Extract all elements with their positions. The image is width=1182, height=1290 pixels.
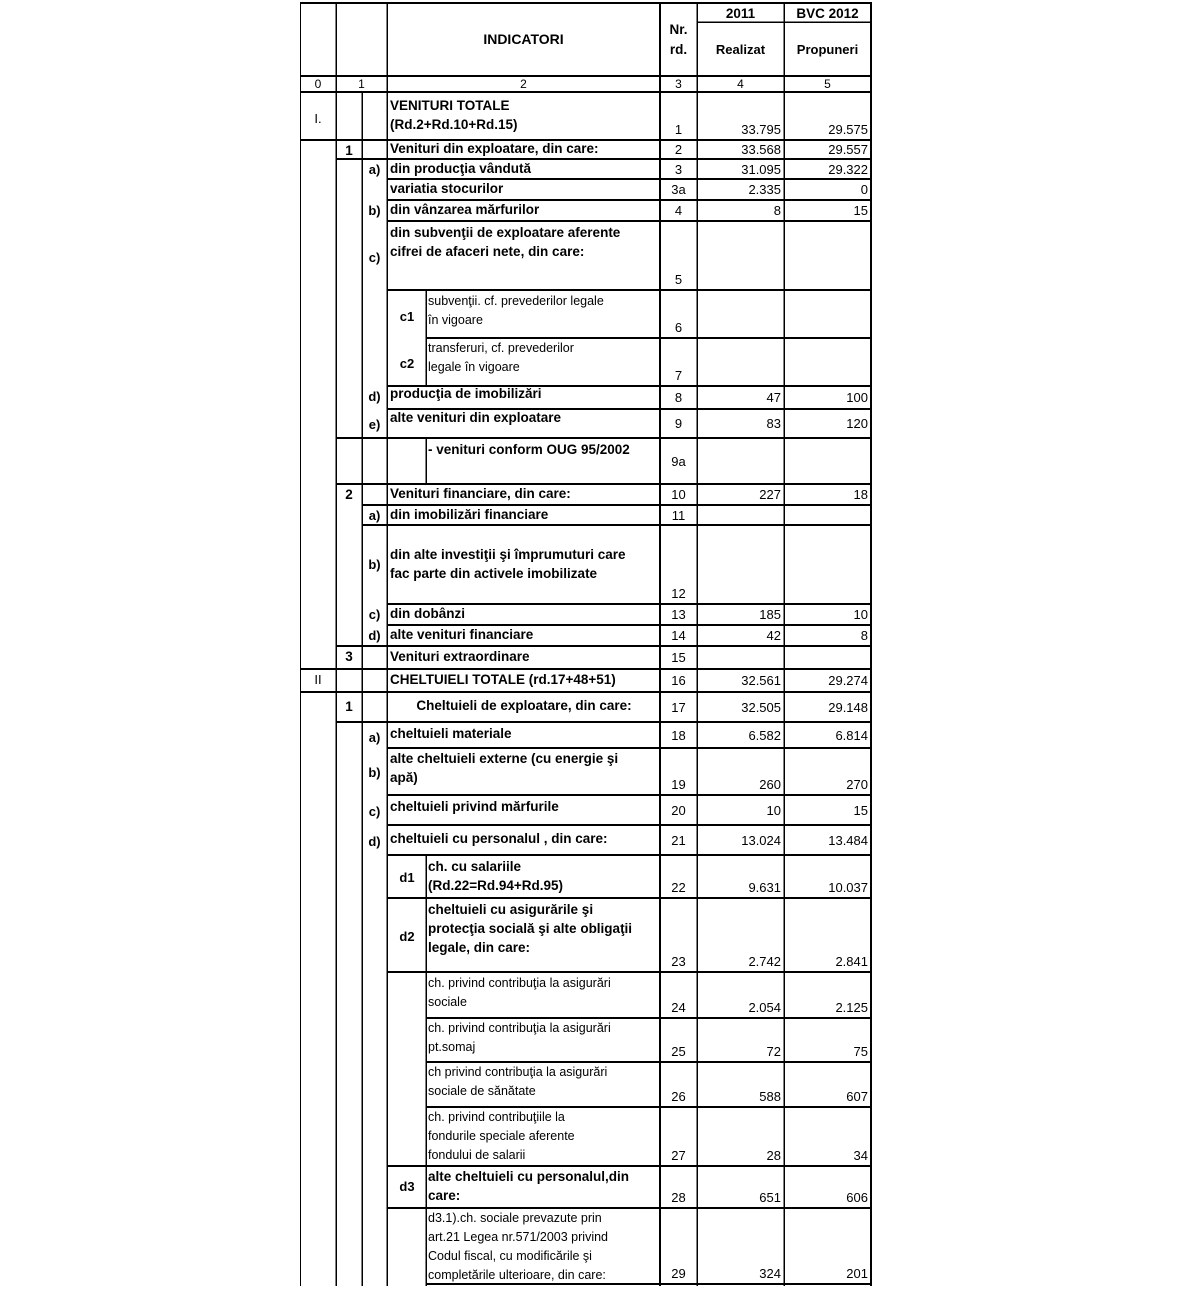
row-number: 21 (671, 833, 686, 848)
row-item-code: c) (368, 250, 381, 265)
row-value-2011: 588 (759, 1089, 781, 1104)
row-label: transferuri, cf. prevederilor (428, 341, 574, 355)
row-value-2012: 10.037 (828, 880, 868, 895)
row-value-2012: 75 (853, 1044, 868, 1059)
row-item-code: d1 (399, 870, 415, 885)
row-number: 17 (671, 700, 686, 715)
header-realizat: Realizat (715, 42, 766, 57)
row-label-line: completările ulterioare, din care: (428, 1268, 606, 1282)
row-label-line: care: (428, 1188, 461, 1203)
row-value-2012: 201 (846, 1266, 868, 1281)
row-item-code: c1 (399, 309, 415, 324)
row-number: 14 (671, 628, 686, 643)
row-label: VENITURI TOTALE (390, 98, 510, 113)
row-value-2012: 120 (846, 416, 868, 431)
row-value-2011: 13.024 (741, 833, 781, 848)
row-number: 12 (671, 586, 686, 601)
row-section-number: 1 (345, 143, 353, 158)
row-value-2011: 31.095 (741, 162, 781, 177)
row-value-2011: 47 (766, 390, 781, 405)
row-value-2012: 29.575 (828, 122, 868, 137)
col-number-0: 0 (314, 77, 322, 91)
row-value-2011: 32.505 (741, 700, 781, 715)
row-label-line: cifrei de afaceri nete, din care: (390, 244, 585, 259)
row-value-2012: 29.148 (828, 700, 868, 715)
row-label: alte venituri financiare (390, 627, 534, 642)
row-label-line: Codul fiscal, cu modificările şi (428, 1249, 592, 1263)
row-label-line: protecţia socială şi alte obligaţii (428, 921, 633, 936)
row-number: 11 (671, 508, 686, 523)
header-propuneri: Propuneri (796, 42, 859, 57)
row-number: 7 (674, 368, 683, 383)
row-value-2012: 29.322 (828, 162, 868, 177)
row-label: cheltuieli cu asigurările şi (428, 902, 594, 917)
row-item-code: b) (368, 203, 381, 218)
row-number: 23 (671, 954, 686, 969)
row-number: 8 (674, 390, 683, 405)
row-label-line: fac parte din activele imobilizate (390, 566, 598, 581)
row-label: ch privind contribuţia la asigurări (428, 1065, 608, 1079)
row-number: 27 (671, 1148, 686, 1163)
row-label: ch. privind contribuţiile la (428, 1110, 565, 1124)
row-value-2012: 29.557 (828, 142, 868, 157)
row-number: 18 (671, 728, 686, 743)
row-label-line: apă) (390, 770, 418, 785)
row-label: Cheltuieli de exploatare, din care: (416, 698, 632, 713)
row-number: 4 (674, 203, 683, 218)
row-value-2011: 42 (766, 628, 781, 643)
row-label: alte cheltuieli externe (cu energie şi (390, 751, 619, 766)
row-number: 13 (671, 607, 686, 622)
row-value-2011: 9.631 (748, 880, 781, 895)
row-label: producţia de imobilizări (390, 386, 542, 401)
row-number: 5 (674, 272, 683, 287)
row-number: 9 (674, 416, 683, 431)
row-number: 24 (671, 1000, 686, 1015)
row-label: Venituri financiare, din care: (390, 486, 571, 501)
row-value-2011: 28 (766, 1148, 781, 1163)
row-section-roman: I. (314, 111, 322, 126)
row-label-line: art.21 Legea nr.571/2003 privind (428, 1230, 608, 1244)
row-item-code: c) (368, 607, 381, 622)
row-value-2012: 6.814 (835, 728, 868, 743)
row-number: 29 (671, 1266, 686, 1281)
row-label: ch. privind contribuţia la asigurări (428, 1021, 611, 1035)
row-label: cheltuieli privind mărfurile (390, 799, 559, 814)
row-value-2012: 0 (860, 182, 868, 197)
col-number-5: 5 (824, 77, 831, 91)
row-label: alte cheltuieli cu personalul,din (428, 1169, 630, 1184)
row-value-2011: 8 (773, 203, 781, 218)
row-label: cheltuieli materiale (390, 726, 512, 741)
row-value-2012: 606 (846, 1190, 868, 1205)
row-item-code: d2 (399, 929, 415, 944)
row-value-2012: 8 (860, 628, 868, 643)
financial-table (300, 2, 872, 1286)
row-label: cheltuieli cu personalul , din care: (390, 831, 608, 846)
row-value-2012: 2.125 (835, 1000, 868, 1015)
row-item-code: d) (368, 389, 381, 404)
row-label: Venituri din exploatare, din care: (390, 141, 599, 156)
row-item-code: b) (368, 765, 381, 780)
row-number: 22 (671, 880, 686, 895)
row-label-line: sociale (428, 995, 467, 1009)
row-value-2011: 32.561 (741, 673, 781, 688)
row-value-2011: 2.742 (748, 954, 781, 969)
row-label-line: fondului de salarii (428, 1148, 526, 1162)
row-value-2011: 324 (759, 1266, 781, 1281)
row-label: ch. cu salariile (428, 859, 522, 874)
row-value-2011: 2.335 (748, 182, 781, 197)
row-number: 25 (671, 1044, 686, 1059)
row-section-roman: II (314, 672, 322, 687)
row-value-2012: 10 (853, 607, 868, 622)
row-value-2011: 185 (759, 607, 781, 622)
row-label: din dobânzi (390, 606, 465, 621)
row-label: variatia stocurilor (390, 181, 504, 196)
row-value-2011: 83 (766, 416, 781, 431)
row-number: 10 (671, 487, 686, 502)
row-number: 2 (674, 142, 683, 157)
row-number: 6 (674, 320, 683, 335)
row-label: din vânzarea mărfurilor (390, 202, 540, 217)
row-number: 15 (671, 650, 686, 665)
row-value-2012: 100 (846, 390, 868, 405)
header-bvc-2012: BVC 2012 (796, 6, 859, 21)
row-label-line: legale în vigoare (428, 360, 520, 374)
row-value-2012: 13.484 (828, 833, 868, 848)
row-number: 3 (674, 162, 683, 177)
row-label: d3.1).ch. sociale prevazute prin (428, 1211, 602, 1225)
row-number: 20 (671, 803, 686, 818)
row-section-number: 2 (345, 487, 353, 502)
row-label: din subvenţii de exploatare aferente (390, 225, 621, 240)
row-item-code: b) (368, 557, 381, 572)
header-indicatori: INDICATORI (483, 31, 564, 47)
row-label: alte venituri din exploatare (390, 410, 562, 425)
row-label-line: sociale de sănătate (428, 1084, 536, 1098)
header-rd: rd. (669, 42, 688, 57)
row-label-line: pt.somaj (428, 1040, 476, 1054)
header-nr: Nr. (669, 22, 688, 37)
row-item-code: c) (368, 804, 381, 819)
header-year-2011: 2011 (725, 6, 756, 21)
row-section-number: 1 (345, 699, 353, 714)
row-number: 26 (671, 1089, 686, 1104)
row-label-line: legale, din care: (428, 940, 531, 955)
col-number-1: 1 (358, 77, 365, 91)
row-value-2012: 18 (853, 487, 868, 502)
row-value-2012: 15 (853, 803, 868, 818)
row-value-2011: 72 (766, 1044, 781, 1059)
row-item-code: d) (368, 834, 381, 849)
row-value-2011: 33.568 (741, 142, 781, 157)
row-number: 16 (671, 673, 686, 688)
row-value-2011: 6.582 (748, 728, 781, 743)
row-value-2012: 34 (853, 1148, 868, 1163)
row-number: 9a (671, 454, 686, 469)
row-value-2011: 260 (759, 777, 781, 792)
row-label: ch. privind contribuţia la asigurări (428, 976, 611, 990)
row-value-2012: 2.841 (835, 954, 868, 969)
row-item-code: a) (368, 730, 381, 745)
row-value-2012: 270 (846, 777, 868, 792)
col-number-3: 3 (675, 77, 682, 91)
row-value-2011: 651 (759, 1190, 781, 1205)
row-label: CHELTUIELI TOTALE (rd.17+48+51) (390, 672, 616, 687)
row-number: 3a (671, 182, 686, 197)
row-item-code: e) (368, 417, 381, 432)
row-item-code: a) (368, 162, 381, 177)
row-item-code: d) (368, 628, 381, 643)
row-value-2011: 10 (766, 803, 781, 818)
row-value-2012: 15 (853, 203, 868, 218)
row-value-2011: 227 (759, 487, 781, 502)
row-item-code: d3 (399, 1179, 415, 1194)
row-label-line: fondurile speciale aferente (428, 1129, 575, 1143)
row-label-line: în vigoare (428, 313, 483, 327)
row-number: 19 (671, 777, 686, 792)
row-label-line: (Rd.22=Rd.94+Rd.95) (428, 878, 564, 893)
row-label: din alte investiţii şi împrumuturi care (390, 547, 626, 562)
row-section-number: 3 (345, 649, 353, 664)
row-value-2012: 29.274 (828, 673, 868, 688)
row-label-line: (Rd.2+Rd.10+Rd.15) (390, 117, 518, 132)
row-label: din imobilizări financiare (390, 507, 549, 522)
row-item-code: a) (368, 508, 381, 523)
row-label: din producţia vândută (390, 161, 532, 176)
row-number: 28 (671, 1190, 686, 1205)
row-value-2011: 2.054 (748, 1000, 781, 1015)
row-item-code: c2 (399, 356, 415, 371)
row-label: subvenţii. cf. prevederilor legale (428, 294, 604, 308)
row-label: - venituri conform OUG 95/2002 (428, 442, 630, 457)
row-number: 1 (674, 122, 683, 137)
row-value-2012: 607 (846, 1089, 868, 1104)
row-value-2011: 33.795 (741, 122, 781, 137)
col-number-2: 2 (520, 77, 527, 91)
col-number-4: 4 (737, 77, 744, 91)
row-label: Venituri extraordinare (390, 649, 530, 664)
